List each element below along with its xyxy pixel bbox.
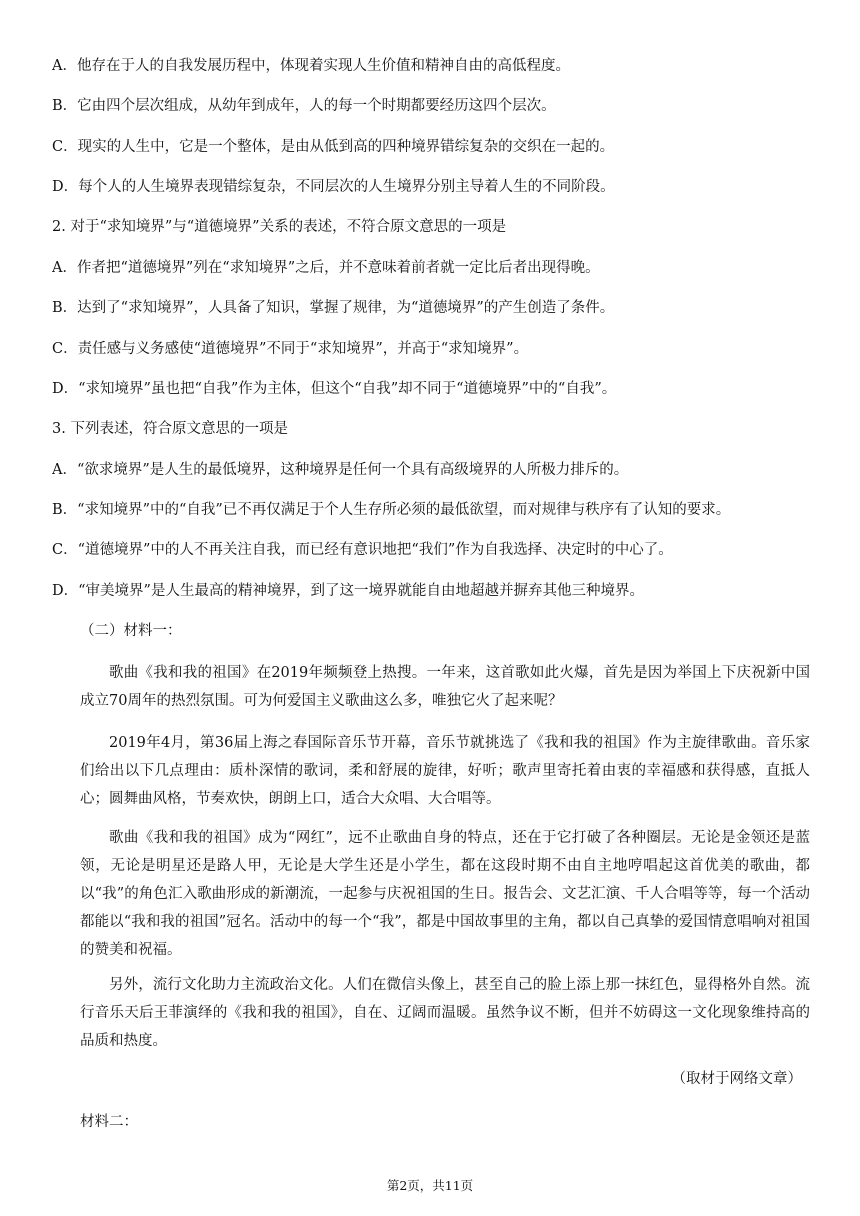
q1-option-b: B．它由四个层次组成，从幼年到成年，人的每一个时期都要经历这四个层次。	[52, 98, 556, 114]
material1-paragraph-3: 歌曲《我和我的祖国》成为“网红”，远不止歌曲自身的特点，还在于它打破了各种圈层。无论是金领还是蓝领，无论是明星还是路人甲，无论是大学生还是小学生，都在这段时期不由自主地哼唱起这首优美的歌曲，都以“我”的角色汇入歌曲形成的新潮流，一起参与庆祝祖国的生日。报告会、文艺汇演、千人合唱等等，每一个活动都能以“我和我的祖国”冠名。活动中的每一个“我”，都是中国故事里的主角，都以自己真挚的爱国情意唱响对祖国的赞美和祝福。	[80, 830, 810, 958]
q3-stem: 3. 下列表述，符合原文意思的一项是	[52, 421, 288, 437]
q2-option-d: D．“求知境界”虽也把“自我”作为主体，但这个“自我”却不同于“道德境界”中的“自我”。	[52, 381, 617, 397]
q2-option-b: B．达到了“求知境界”，人具备了知识，掌握了规律，为“道德境界”的产生创造了条件。	[52, 300, 615, 316]
q2-option-a: A．作者把“道德境界”列在“求知境界”之后，并不意味着前者就一定比后者出现得晚。	[52, 260, 600, 276]
material1-source: （取材于网络文章）	[671, 1071, 802, 1087]
material1-paragraph-2: 2019年4月，第36届上海之春国际音乐节开幕，音乐节就挑选了《我和我的祖国》作为主旋律歌曲。音乐家们给出以下几点理由：质朴深情的歌词，柔和舒展的旋律，好听；歌声里寄托着由衷的幸福感和获得感，直抵人心；圆舞曲风格，节奏欢快，朗朗上口，适合大众唱、大合唱等。	[80, 735, 810, 807]
q3-option-d: D．“审美境界”是人生最高的精神境界，到了这一境界就能自由地超越并摒弃其他三种境界。	[52, 583, 644, 599]
q2-stem: 2. 对于“求知境界”与“道德境界”关系的表述，不符合原文意思的一项是	[52, 219, 507, 235]
material2-heading: 材料二：	[80, 1114, 138, 1130]
q3-option-b: B．“求知境界”中的“自我”已不再仅满足于个人生存所必须的最低欲望，而对规律与秩序有了认知的要求。	[52, 502, 731, 518]
material1-paragraph-4: 另外，流行文化助力主流政治文化。人们在微信头像上，甚至自己的脸上添上那一抹红色，显得格外自然。流行音乐天后王菲演绎的《我和我的祖国》，自在、辽阔而温暖。虽然争议不断，但并不妨碍这一文化现象维持高的品质和热度。	[80, 977, 810, 1049]
section2-heading: （二）材料一：	[80, 623, 182, 639]
q1-option-d: D．每个人的人生境界表现错综复杂，不同层次的人生境界分别主导着人生的不同阶段。	[52, 179, 615, 195]
q2-option-c: C．责任感与义务感使“道德境界”不同于“求知境界”，并高于“求知境界”。	[52, 341, 529, 357]
q1-option-c: C．现实的人生中，它是一个整体，是由从低到高的四种境界错综复杂的交织在一起的。	[52, 139, 615, 155]
material1-paragraph-1: 歌曲《我和我的祖国》在2019年频频登上热搜。一年来，这首歌如此火爆，首先是因为举国上下庆祝新中国成立70周年的热烈氛围。可为何爱国主义歌曲这么多，唯独它火了起来呢？	[80, 665, 810, 709]
page-footer: 第2页，共11页	[386, 1178, 474, 1193]
q3-option-a: A．“欲求境界”是人生的最低境界，这种境界是任何一个具有高级境界的人所极力排斥的。	[52, 462, 629, 478]
q1-option-a: A．他存在于人的自我发展历程中，体现着实现人生价值和精神自由的高低程度。	[52, 58, 570, 74]
q3-option-c: C．“道德境界”中的人不再关注自我，而已经有意识地把“我们”作为自我选择、决定时的中心了。	[52, 542, 673, 558]
